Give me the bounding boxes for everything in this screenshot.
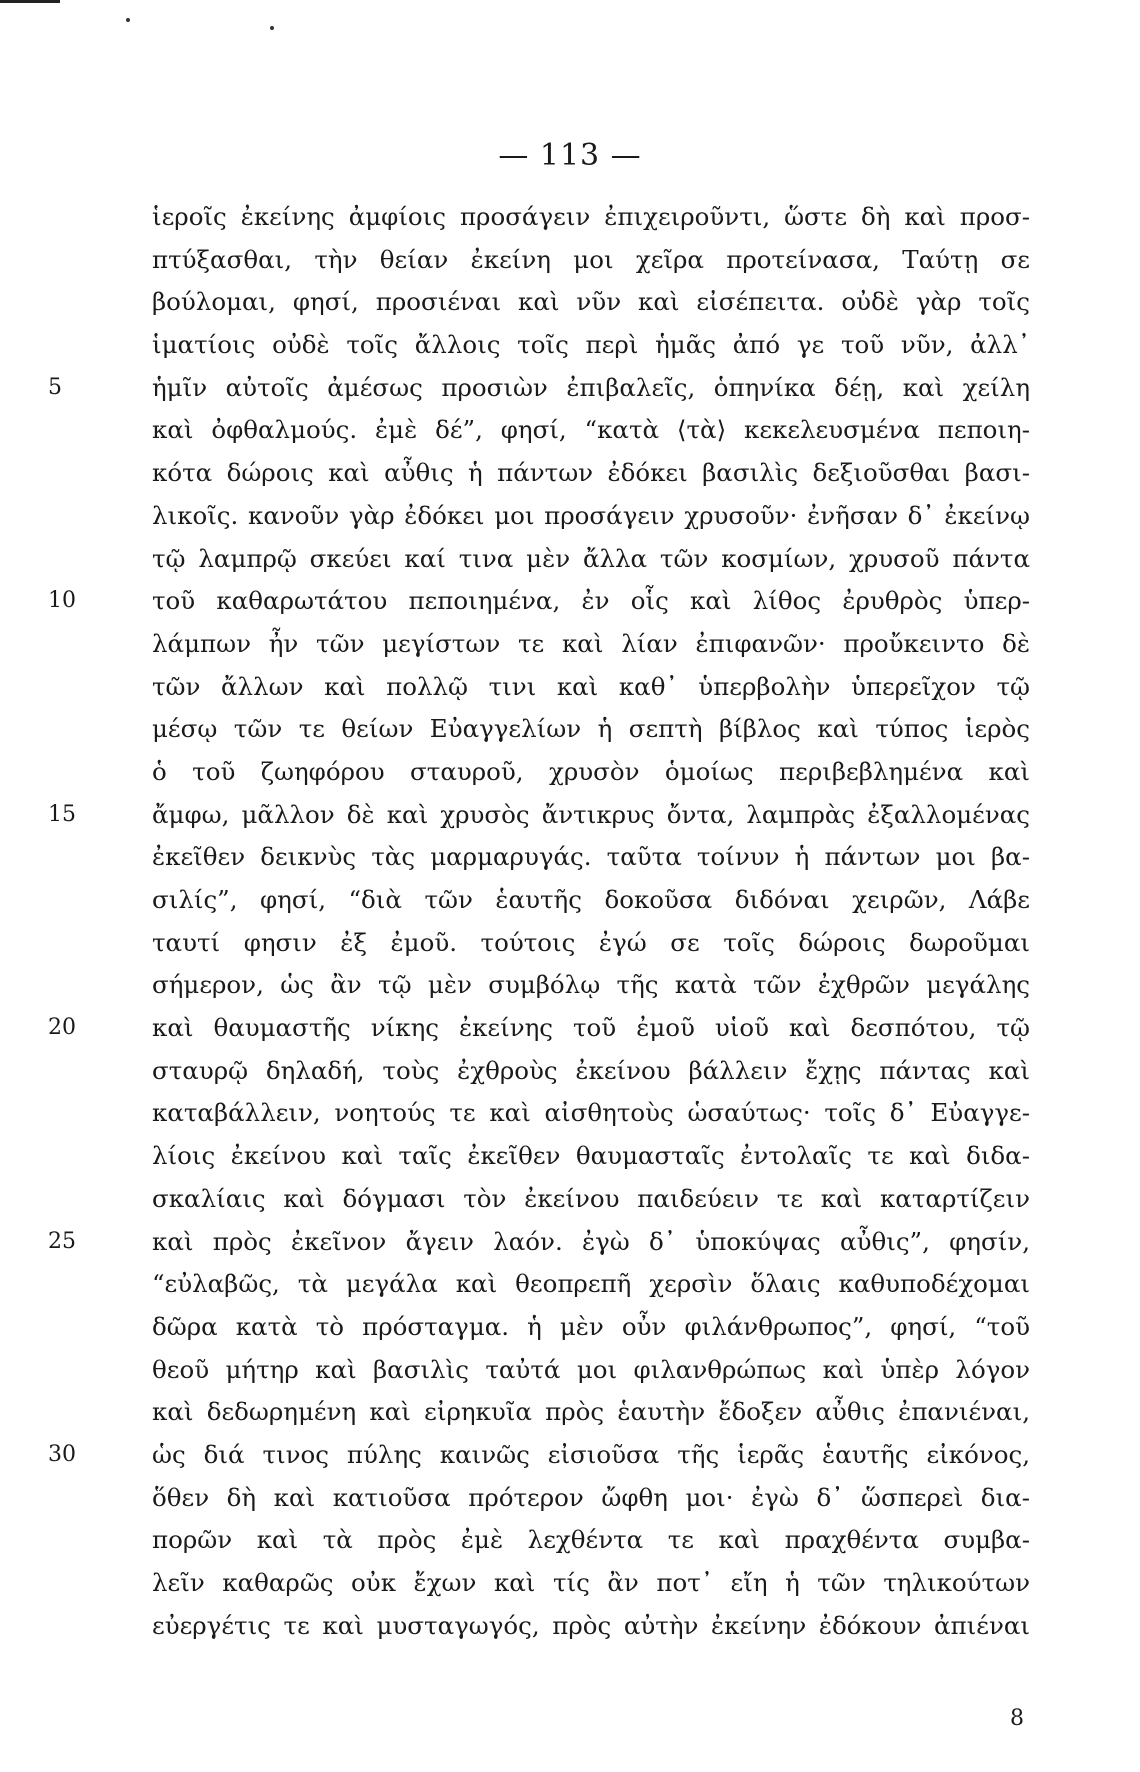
text-line: [152, 495, 1030, 538]
text-line: [152, 1092, 1030, 1135]
line-number: 30: [48, 1441, 76, 1467]
text-line: [152, 1135, 1030, 1178]
text-line: [152, 751, 1030, 794]
scan-speck: [126, 18, 130, 22]
line-text: ὅθεν δὴ καὶ κατιοῦσα πρότερον ὤφθη μοι· ἐγὼ δ᾽ ὥσπερεὶ δια-: [152, 1482, 1030, 1512]
line-text: καὶ δεδωρημένη καὶ εἰρηκυῖα πρὸς ἑαυτὴν ἔδοξεν αὖθις ἐπανιέναι,: [152, 1397, 1030, 1427]
line-text: σκαλίαις καὶ δόγμασι τὸν ἐκείνου παιδεύειν τε καὶ καταρτίζειν: [152, 1183, 1030, 1213]
text-line: [152, 1306, 1030, 1349]
text-line: [152, 922, 1030, 965]
line-text: λικοῖς. κανοῦν γὰρ ἐδόκει μοι προσάγειν χρυσοῦν· ἐνῆσαν δ᾽ ἐκείνῳ: [152, 500, 1030, 530]
line-number: 10: [48, 588, 76, 614]
text-line: [152, 1263, 1030, 1306]
text-line: [48, 1007, 1030, 1050]
line-text: τοῦ καθαρωτάτου πεποιημένα, ἐν οἷς καὶ λίθος ἐρυθρὸς ὑπερ-: [152, 586, 1030, 616]
signature-mark: 8: [1010, 1706, 1024, 1731]
line-text: θεοῦ μήτηρ καὶ βασιλὶς ταὐτά μοι φιλανθρώπως καὶ ὑπὲρ λόγον: [152, 1354, 1030, 1384]
line-text: κότα δώροις καὶ αὖθις ἡ πάντων ἐδόκει βασιλὶς δεξιοῦσθαι βασι-: [152, 458, 1030, 488]
line-text: ἱματίοις οὐδὲ τοῖς ἄλλοις τοῖς περὶ ἡμᾶς ἀπό γε τοῦ νῦν, ἀλλ᾽: [152, 330, 1030, 360]
line-text: εὐεργέτις τε καὶ μυσταγωγός, πρὸς αὐτὴν ἐκείνην ἐδόκουν ἀπιέναι: [152, 1610, 1030, 1640]
line-text: πτύξασθαι, τὴν θείαν ἐκείνη μοι χεῖρα προτείνασα, Ταύτῃ σε: [152, 244, 1030, 274]
line-text: πορῶν καὶ τὰ πρὸς ἐμὲ λεχθέντα τε καὶ πραχθέντα συμβα-: [152, 1525, 1030, 1555]
line-text: καὶ ὀφθαλμούς. ἐμὲ δέ”, φησί, “κατὰ ⟨τὰ⟩ κεκελευσμένα πεποιη-: [152, 415, 1030, 445]
text-line: [152, 1477, 1030, 1520]
scan-speck: [270, 26, 274, 30]
text-line: [152, 666, 1030, 709]
line-text: ἄμφω, μᾶλλον δὲ καὶ χρυσὸς ἄντικρυς ὄντα, λαμπρὰς ἐξαλλομένας: [152, 799, 1030, 829]
body-text: [48, 196, 1030, 1647]
text-line: [152, 1562, 1030, 1605]
text-line: [152, 281, 1030, 324]
text-line: [152, 452, 1030, 495]
line-text: μέσῳ τῶν τε θείων Εὐαγγελίων ἡ σεπτὴ βίβλος καὶ τύπος ἱερὸς: [152, 714, 1030, 744]
line-text: λεῖν καθαρῶς οὐκ ἔχων καὶ τίς ἂν ποτ᾽ εἴη ἡ τῶν τηλικούτων: [152, 1568, 1030, 1597]
text-line: [152, 196, 1030, 239]
text-line: [152, 324, 1030, 367]
line-text: ἐκεῖθεν δεικνὺς τὰς μαρμαρυγάς. ταῦτα τοίνυν ἡ πάντων μοι βα-: [152, 842, 1030, 872]
text-line: [152, 623, 1030, 666]
text-line: [152, 879, 1030, 922]
text-line: [48, 1221, 1030, 1264]
text-line: [48, 794, 1030, 837]
line-text: ἡμῖν αὐτοῖς ἀμέσως προσιὼν ἐπιβαλεῖς, ὁπηνίκα δέῃ, καὶ χείλη: [152, 372, 1030, 402]
line-text: τῶν ἄλλων καὶ πολλῷ τινι καὶ καθ᾽ ὑπερβολὴν ὑπερεῖχον τῷ: [152, 671, 1030, 701]
line-number: 15: [48, 801, 76, 827]
line-text: καταβάλλειν, νοητούς τε καὶ αἰσθητοὺς ὡσαύτως· τοῖς δ᾽ Εὐαγγε-: [152, 1098, 1030, 1128]
text-line: [152, 836, 1030, 879]
line-text: ταυτί φησιν ἐξ ἐμοῦ. τούτοις ἐγώ σε τοῖς δώροις δωροῦμαι: [152, 927, 1030, 957]
text-line: [152, 964, 1030, 1007]
text-line: [152, 1519, 1030, 1562]
line-text: καὶ πρὸς ἐκεῖνον ἄγειν λαόν. ἐγὼ δ᾽ ὑποκύψας αὖθις”, φησίν,: [152, 1226, 1030, 1256]
line-text: καὶ θαυμαστῆς νίκης ἐκείνης τοῦ ἐμοῦ υἱοῦ καὶ δεσπότου, τῷ: [152, 1013, 1030, 1043]
line-number: 20: [48, 1015, 76, 1041]
line-text: σταυρῷ δηλαδή, τοὺς ἐχθροὺς ἐκείνου βάλλειν ἔχῃς πάντας καὶ: [152, 1055, 1030, 1085]
text-line: [48, 1434, 1030, 1477]
text-line: [152, 708, 1030, 751]
line-text: λίοις ἐκείνου καὶ ταῖς ἐκεῖθεν θαυμασταῖς ἐντολαῖς τε καὶ διδα-: [152, 1141, 1030, 1171]
text-line: [48, 367, 1030, 410]
line-text: ἱεροῖς ἐκείνης ἀμφίοις προσάγειν ἐπιχειροῦντι, ὥστε δὴ καὶ προσ-: [152, 202, 1030, 231]
text-line: [152, 1349, 1030, 1392]
text-line: [152, 1050, 1030, 1093]
line-text: “εὐλαβῶς, τὰ μεγάλα καὶ θεοπρεπῆ χερσὶν ὅλαις καθυποδέχομαι: [152, 1269, 1030, 1299]
text-line: [152, 409, 1030, 452]
line-text: σιλίς”, φησί, “διὰ τῶν ἑαυτῆς δοκοῦσα διδόναι χειρῶν, Λάβε: [152, 885, 1030, 914]
line-number: 25: [48, 1228, 76, 1254]
text-line: [152, 538, 1030, 581]
page-number-header: — 113 —: [498, 138, 642, 173]
line-text: τῷ λαμπρῷ σκεύει καί τινα μὲν ἄλλα τῶν κοσμίων, χρυσοῦ πάντα: [152, 543, 1030, 573]
line-text: ὁ τοῦ ζωηφόρου σταυροῦ, χρυσὸν ὁμοίως περιβεβλημένα καὶ: [152, 756, 1030, 786]
text-line: [152, 239, 1030, 282]
text-line: [152, 1391, 1030, 1434]
line-text: βούλομαι, φησί, προσιέναι καὶ νῦν καὶ εἰσέπειτα. οὐδὲ γὰρ τοῖς: [152, 287, 1030, 317]
line-text: σήμερον, ὡς ἂν τῷ μὲν συμβόλῳ τῆς κατὰ τῶν ἐχθρῶν μεγάλης: [152, 970, 1030, 1000]
line-number: 5: [48, 374, 62, 400]
text-line: [48, 580, 1030, 623]
text-line: [152, 1178, 1030, 1221]
scan-edge-rule: [0, 0, 60, 3]
line-text: ὡς διά τινος πύλης καινῶς εἰσιοῦσα τῆς ἱερᾶς ἑαυτῆς εἰκόνος,: [152, 1439, 1030, 1469]
line-text: λάμπων ἦν τῶν μεγίστων τε καὶ λίαν ἐπιφανῶν· προὔκειντο δὲ: [152, 628, 1030, 658]
line-text: δῶρα κατὰ τὸ πρόσταγμα. ἡ μὲν οὖν φιλάνθρωπος”, φησί, “τοῦ: [152, 1311, 1030, 1341]
text-line: [152, 1605, 1030, 1648]
